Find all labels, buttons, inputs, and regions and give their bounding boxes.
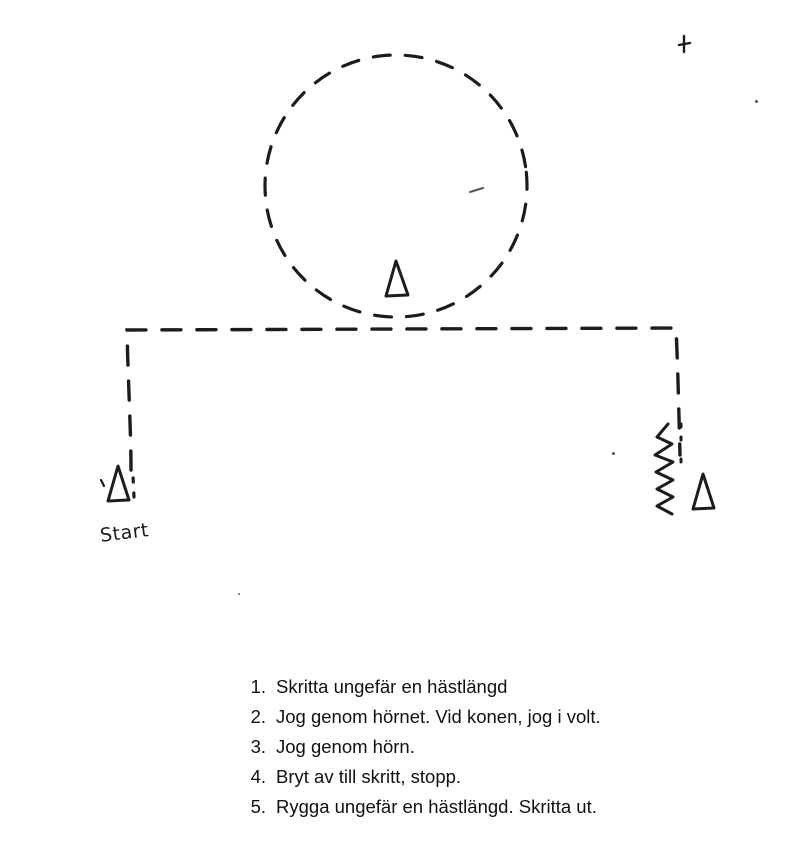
cone-top-center-icon xyxy=(386,261,408,296)
step-text: Skritta ungefär en hästlängd xyxy=(276,676,508,697)
list-item xyxy=(232,672,772,702)
volte-circle xyxy=(252,42,540,330)
start-approach-dots xyxy=(133,476,134,497)
scan-speck-1 xyxy=(755,100,758,103)
stray-mark-circle-inner xyxy=(470,188,483,192)
stray-mark-top-right xyxy=(679,36,690,52)
list-item xyxy=(232,762,772,792)
list-item xyxy=(232,792,772,822)
step-text: Jog genom hörn. xyxy=(276,736,415,757)
scan-speck-3 xyxy=(238,593,240,595)
step-number: 3. xyxy=(250,736,266,757)
list-item xyxy=(232,732,772,762)
course-path xyxy=(127,328,680,470)
list-item xyxy=(232,702,772,732)
scan-speck-2 xyxy=(612,452,615,455)
step-number: 5. xyxy=(250,796,266,817)
cone-right-icon xyxy=(693,474,714,509)
rygga-zigzag xyxy=(655,424,673,514)
step-number: 2. xyxy=(250,706,266,727)
step-text: Rygga ungefär en hästlängd. Skritta ut. xyxy=(276,796,597,817)
instructions-list xyxy=(232,672,772,822)
stray-mark-top-left-cone xyxy=(101,480,104,486)
step-text: Bryt av till skritt, stopp. xyxy=(276,766,462,787)
steps-ordered-list xyxy=(232,672,772,822)
step-number: 1. xyxy=(250,676,266,697)
step-number: 4. xyxy=(250,766,266,787)
step-text: Jog genom hörnet. Vid konen, jog i volt. xyxy=(276,706,601,727)
start-label: Start xyxy=(98,519,151,547)
cone-start-icon xyxy=(108,466,129,501)
